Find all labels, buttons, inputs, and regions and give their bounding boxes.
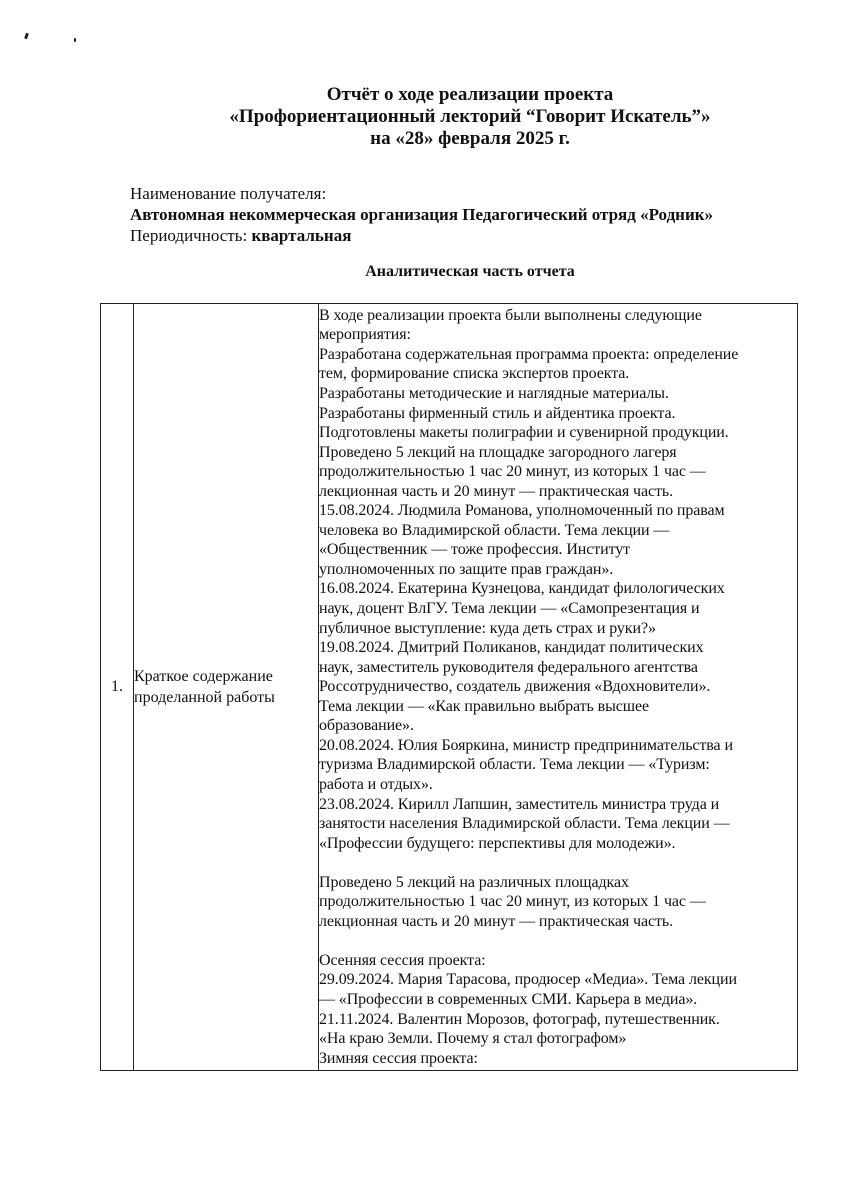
content-line: образование». (319, 717, 414, 735)
content-line: Зимняя сессия проекта: (319, 1049, 478, 1067)
content-line: 16.08.2024. Екатерина Кузнецова, кандидат филологических (319, 580, 725, 598)
title-line: на «28» февраля 2025 г. (370, 128, 570, 149)
paragraph-gap (319, 853, 797, 873)
content-line: Разработаны методические и наглядные материалы. (319, 385, 669, 403)
content-line: туризма Владимирской области. Тема лекции — «Туризм: (319, 756, 710, 774)
content-line: уполномоченных по защите прав граждан». (319, 560, 614, 578)
scan-speck (24, 33, 29, 40)
recipient-label: Наименование получателя: (130, 184, 327, 203)
paragraph-gap (319, 931, 797, 951)
content-line: Осенняя сессия проекта: (319, 951, 486, 969)
content-line: продолжительностью 1 час 20 минут, из которых 1 час — (319, 893, 706, 911)
content-line: лекционная часть и 20 минут — практическая часть. (319, 912, 673, 930)
content-line: «Профессии будущего: перспективы для молодежи». (319, 834, 676, 852)
periodicity-value: квартальная (251, 226, 352, 245)
content-line: Проведено 5 лекций на площадке загородного лагеря (319, 443, 677, 461)
content-line: «На краю Земли. Почему я стал фотографом» (319, 1030, 627, 1048)
content-line: Разработаны фирменный стиль и айдентика проекта. (319, 404, 676, 422)
scan-speck (74, 38, 76, 42)
table-row (101, 304, 798, 1071)
content-line: 21.11.2024. Валентин Морозов, фотограф, путешественник. (319, 1010, 720, 1028)
row-label: Краткое содержание проделанной работы (134, 304, 319, 1071)
content-line: 19.08.2024. Дмитрий Поликанов, кандидат политических (319, 639, 704, 657)
periodicity-row (130, 225, 713, 246)
content-line: человека во Владимирской области. Тема лекции — (319, 521, 670, 539)
content-line: публичное выступление: куда деть страх и руки?» (319, 619, 656, 637)
content-line: — «Профессии в современных СМИ. Карьера в медиа». (319, 990, 698, 1008)
row-number: 1. (101, 304, 134, 1071)
periodicity-label: Периодичность: (130, 226, 248, 245)
content-line: Подготовлены макеты полиграфии и сувенирной продукции. (319, 424, 729, 442)
content-line: 20.08.2024. Юлия Бояркина, министр предпринимательства и (319, 736, 733, 754)
content-line: занятости населения Владимирской области. Тема лекции — (319, 815, 730, 833)
content-line: работа и отдых». (319, 775, 433, 793)
content-line: В ходе реализации проекта были выполнены следующие (319, 306, 702, 324)
recipient-block (130, 183, 713, 246)
content-line: 23.08.2024. Кирилл Лапшин, заместитель министра труда и (319, 795, 720, 813)
section-title: Аналитическая часть отчета (365, 263, 575, 280)
recipient-name: Автономная некоммерческая организация Педагогический отряд «Родник» (130, 205, 714, 224)
report-table (100, 303, 798, 1071)
content-line: 29.09.2024. Мария Тарасова, продюсер «Медиа». Тема лекции (319, 971, 737, 989)
content-line: лекционная часть и 20 минут — практическая часть. (319, 482, 673, 500)
content-line: 15.08.2024. Людмила Романова, уполномоченный по правам (319, 502, 725, 520)
row-content (319, 304, 798, 1071)
content-line: мероприятия: (319, 326, 411, 344)
content-line: Разработана содержательная программа проекта: определение (319, 345, 739, 363)
content-line: Тема лекции — «Как правильно выбрать высшее (319, 697, 649, 715)
title-line: Отчёт о ходе реализации проекта (326, 84, 614, 105)
content-line: Проведено 5 лекций на различных площадках (319, 873, 629, 891)
content-line: Россотрудничество, создатель движения «Вдохновители». (319, 678, 711, 696)
content-line: тем, формирование списка экспертов проекта. (319, 365, 630, 383)
content-line: продолжительностью 1 час 20 минут, из которых 1 час — (319, 463, 706, 481)
report-title (100, 84, 840, 150)
content-line: наук, заместитель руководителя федерального агентства (319, 658, 698, 676)
title-line: «Профориентационный лекторий “Говорит Искатель”» (229, 106, 711, 127)
content-line: наук, доцент ВлГУ. Тема лекции — «Самопрезентация и (319, 600, 700, 618)
content-line: «Общественник — тоже профессия. Институт (319, 541, 631, 559)
